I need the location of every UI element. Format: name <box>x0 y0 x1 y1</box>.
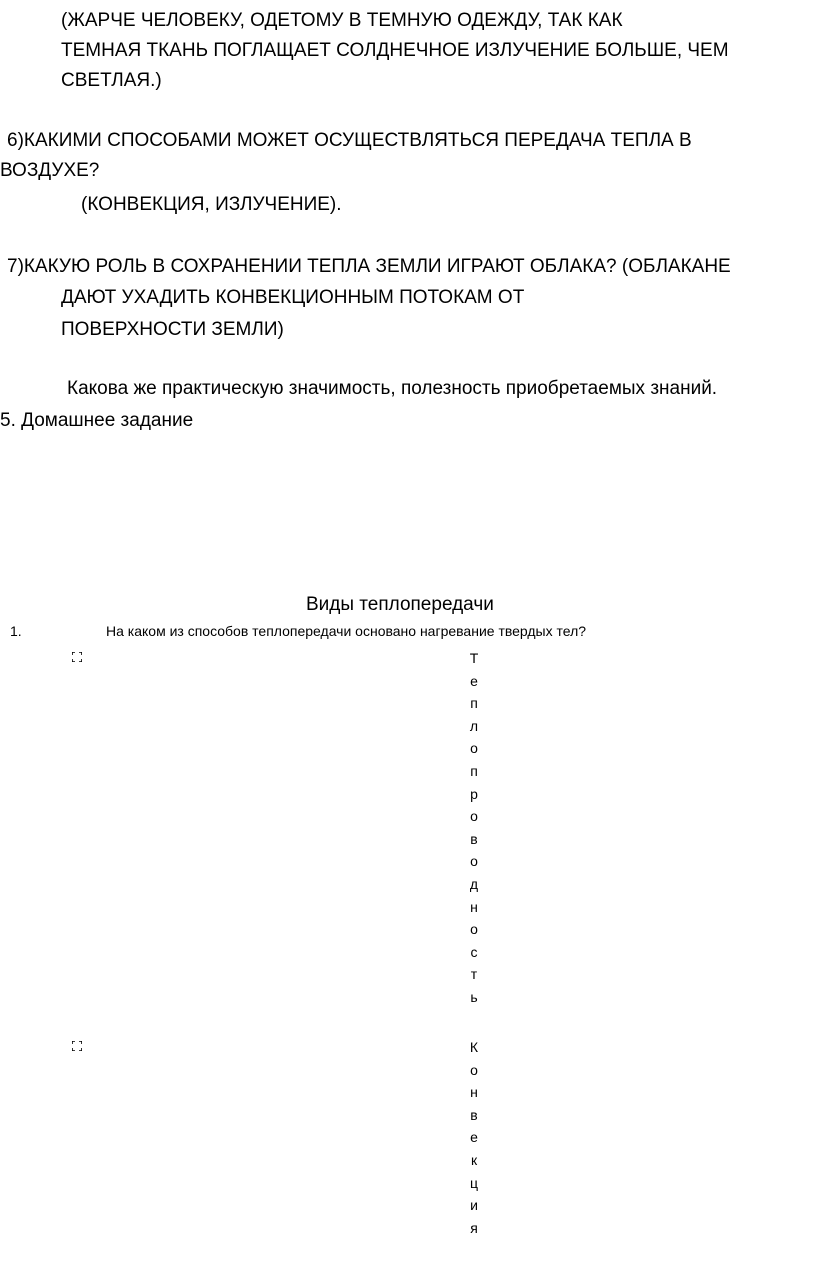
answer-letter: о <box>470 921 478 938</box>
answer-letter: Т <box>469 650 479 666</box>
answer-5-line-3: СВЕТЛАЯ.) <box>61 70 162 91</box>
question-7-line-1: 7)КАКУЮ РОЛЬ В СОХРАНЕНИИ ТЕПЛА ЗЕМЛИ ИГРАЮТ ОБЛАКА? (ОБЛАКАНЕ <box>7 256 731 277</box>
answer-letter: е <box>470 672 478 689</box>
answer-letter: ь <box>470 988 478 1005</box>
answer-5-line-1: (ЖАРЧЕ ЧЕЛОВЕКУ, ОДЕТОМУ В ТЕМНУЮ ОДЕЖДУ, ТАК КАК <box>61 10 623 31</box>
question-7-line-2: ДАЮТ УХАДИТЬ КОНВЕКЦИОННЫМ ПОТОКАМ ОТ <box>61 287 525 308</box>
question-6-line-2: ВОЗДУХЕ? <box>0 160 100 181</box>
answer-letter: р <box>470 785 478 802</box>
question-6-line-1: 6)КАКИМИ СПОСОБАМИ МОЖЕТ ОСУЩЕСТВЛЯТЬСЯ ПЕРЕДАЧА ТЕПЛА В <box>7 130 692 151</box>
answer-letter: о <box>470 740 478 757</box>
answer-letter: л <box>469 717 479 734</box>
checkbox-icon[interactable] <box>72 652 82 662</box>
answer-letter: о <box>470 853 478 870</box>
answer-letter: п <box>470 762 478 779</box>
answer-letter: с <box>470 943 478 960</box>
checkbox-icon[interactable] <box>72 1041 82 1051</box>
question-number: 1. <box>10 623 22 639</box>
question-text: На каком из способов теплопередачи основано нагревание твердых тел? <box>106 623 587 639</box>
answer-letter: в <box>470 830 478 847</box>
answer-letter: е <box>470 1129 478 1146</box>
answer-letter: о <box>470 808 478 825</box>
answer-letter: я <box>470 1219 478 1236</box>
answer-letter: д <box>469 875 479 892</box>
answer-letter: К <box>469 1039 479 1055</box>
answer-letter: ц <box>469 1174 479 1191</box>
answer-letter: п <box>470 695 478 712</box>
question-7-line-3: ПОВЕРХНОСТИ ЗЕМЛИ) <box>61 319 284 340</box>
answer-letter: т <box>470 966 478 983</box>
answer-letter: в <box>470 1106 478 1123</box>
answer-option-conduction <box>464 647 484 1009</box>
answer-option-convection <box>464 1036 484 1239</box>
answer-letter: н <box>470 898 478 915</box>
answer-letter: и <box>470 1197 478 1214</box>
homework-heading: 5. Домашнее задание <box>0 410 194 431</box>
answer-letter: н <box>470 1084 478 1101</box>
answer-5-line-2: ТЕМНАЯ ТКАНЬ ПОГЛАЩАЕТ СОЛДНЕЧНОЕ ИЗЛУЧЕНИЕ БОЛЬШЕ, ЧЕМ <box>61 40 729 61</box>
answer-letter: о <box>470 1061 478 1078</box>
question-6-answer: (КОНВЕКЦИЯ, ИЗЛУЧЕНИЕ). <box>81 194 342 215</box>
quiz-title: Виды теплопередачи <box>306 594 494 615</box>
practical-significance-text: Какова же практическую значимость, полезность приобретаемых знаний. <box>67 378 718 399</box>
answer-letter: к <box>470 1151 478 1168</box>
